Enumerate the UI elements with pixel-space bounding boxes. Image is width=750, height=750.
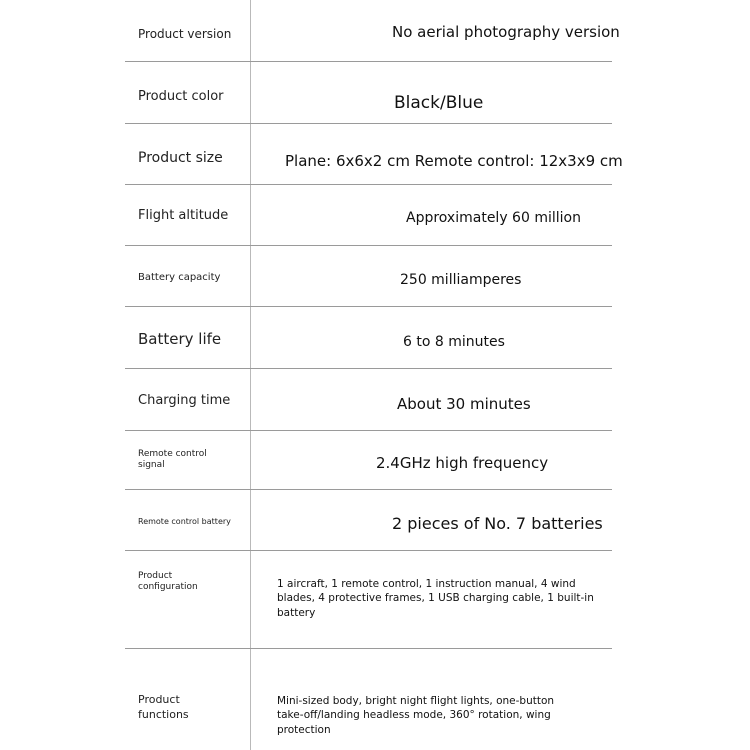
spec-value-product-configuration: 1 aircraft, 1 remote control, 1 instruction manual, 4 wind blades, 4 protective frames, 1 USB charging cable, 1 built-in battery [277,578,594,619]
spec-value-product-color: Black/Blue [394,93,484,113]
spec-label-charging-time: Charging time [138,393,231,408]
spec-value-product-size: Plane: 6x6x2 cm Remote control: 12x3x9 cm [285,152,623,170]
spec-value-product-functions: Mini-sized body, bright night flight lights, one-button take-off/landing headless mode, 360° rotation, wing protection [277,695,555,736]
row-divider [125,61,612,62]
row-divider [125,245,612,246]
row-divider [125,550,612,551]
spec-label-product-functions: Product functions [138,693,189,722]
spec-label-product-size: Product size [138,150,223,166]
spec-label-flight-altitude: Flight altitude [138,208,229,223]
spec-label-remote-control-signal: Remote control signal [138,449,207,471]
column-divider [250,0,251,750]
row-divider [125,306,612,307]
spec-label-product-version: Product version [138,27,232,41]
spec-value-remote-control-battery: 2 pieces of No. 7 batteries [392,514,603,533]
row-divider [125,123,612,124]
row-divider [125,648,612,649]
row-divider [125,184,612,185]
spec-label-battery-capacity: Battery capacity [138,272,221,283]
spec-value-remote-control-signal: 2.4GHz high frequency [376,454,549,472]
spec-value-charging-time: About 30 minutes [397,395,531,413]
spec-label-product-color: Product color [138,89,224,104]
spec-value-product-version: No aerial photography version [392,23,620,41]
spec-label-remote-control-battery: Remote control battery [138,517,231,526]
row-divider [125,430,612,431]
spec-label-battery-life: Battery life [138,330,222,348]
row-divider [125,368,612,369]
spec-value-battery-life: 6 to 8 minutes [403,334,505,350]
row-divider [125,489,612,490]
spec-value-flight-altitude: Approximately 60 million [406,210,581,226]
spec-label-product-configuration: Product configuration [138,571,198,593]
spec-value-battery-capacity: 250 milliamperes [400,272,522,288]
